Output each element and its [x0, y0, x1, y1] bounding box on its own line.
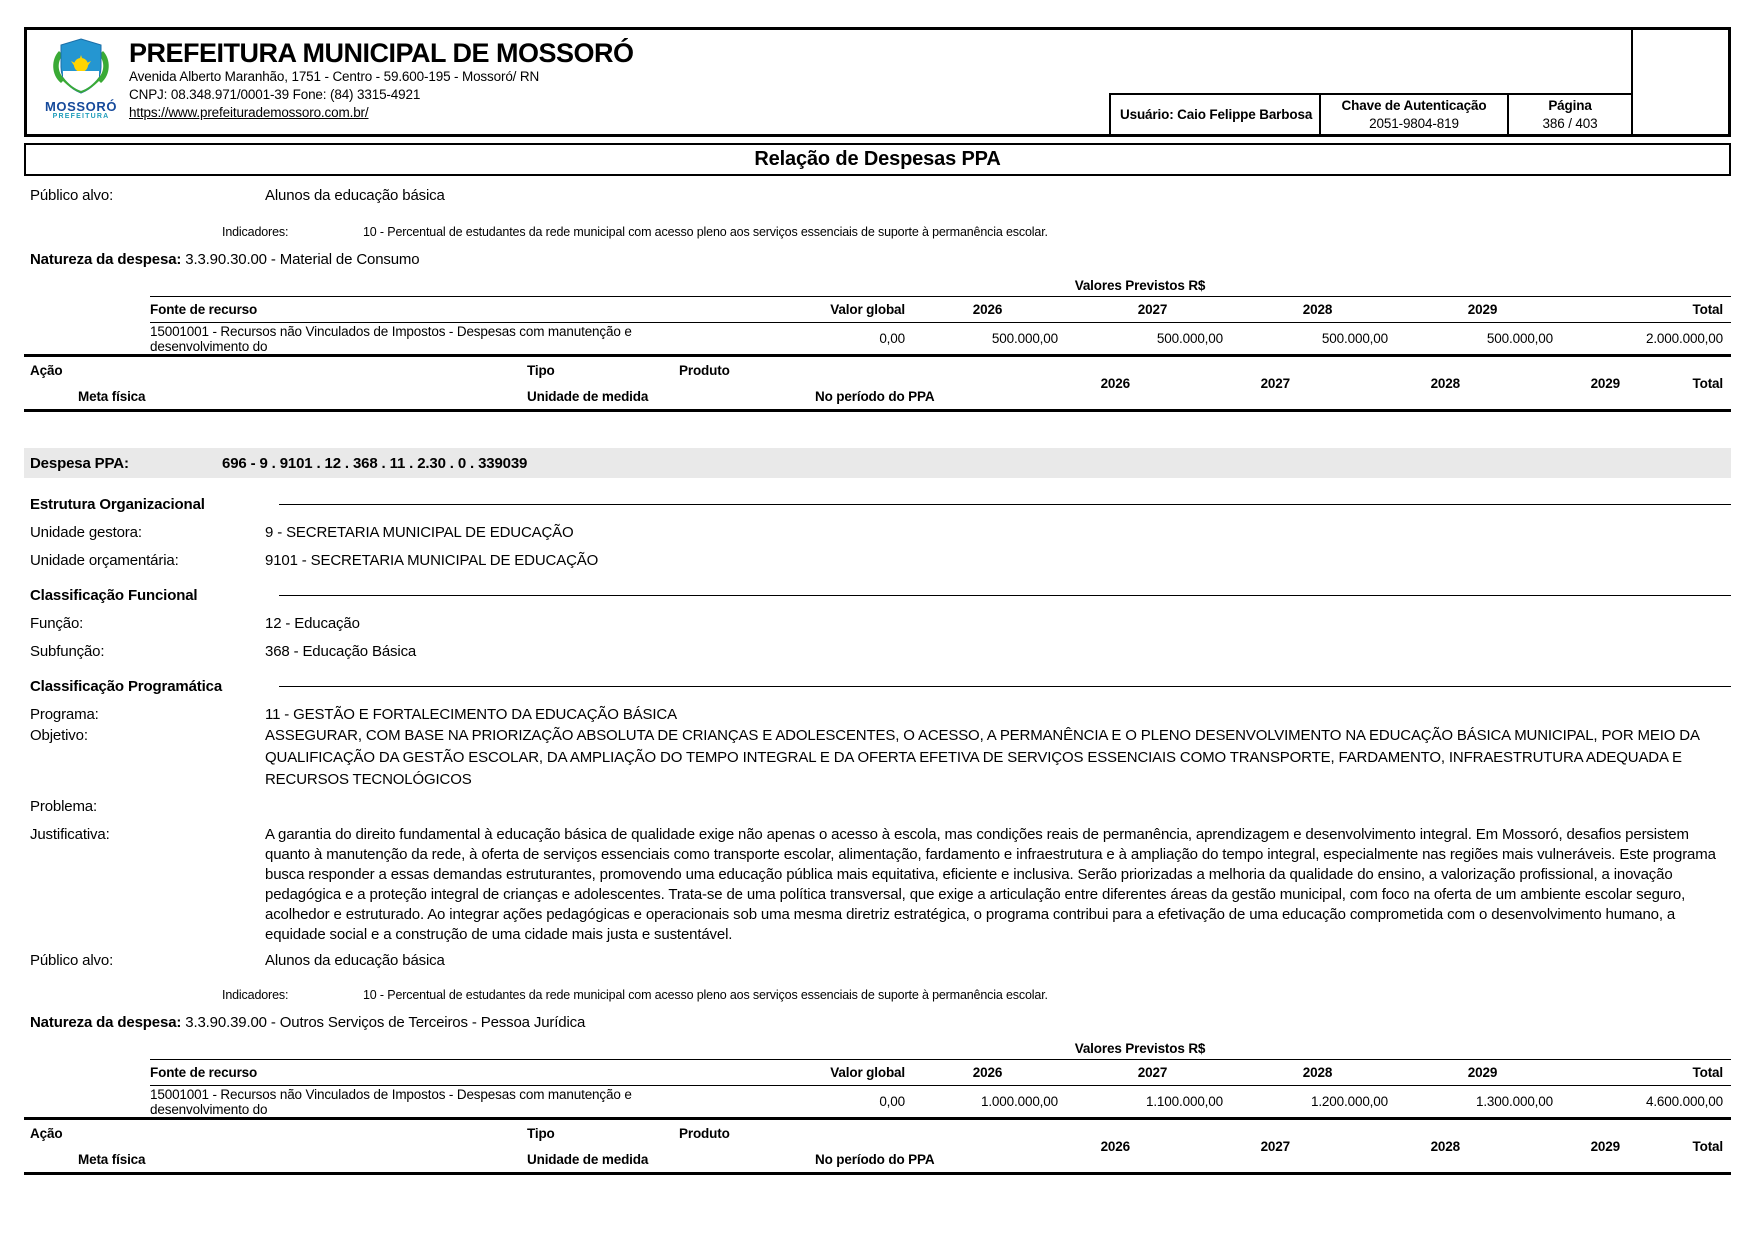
- col-total: Total: [1692, 1065, 1723, 1080]
- produto-label: Produto: [679, 362, 730, 378]
- acao-year-2028: 2028: [1430, 1138, 1460, 1154]
- mossoro-logo: [27, 30, 123, 134]
- no-periodo-label: No período do PPA: [815, 1151, 935, 1167]
- cell-valor-global: 0,00: [879, 1094, 905, 1109]
- acao-year-2026: 2026: [1100, 375, 1130, 391]
- publico-alvo-value: Alunos da educação básica: [265, 187, 445, 204]
- auth-key-label: Chave de Autenticação: [1341, 97, 1487, 113]
- objetivo-value: ASSEGURAR, COM BASE NA PRIORIZAÇÃO ABSOLUTA DE CRIANÇAS E ADOLESCENTES, O ACESSO, A PERMANÊNCIA E O PLENO DESENVOLVIMENTO NA EDUCAÇÃO BÁSICA MUNICIPAL, POR MEIO DA QUALIFICAÇÃO DA GESTÃO ESCOLAR, DA AMPLIAÇÃO DO TEMPO INTEGRAL E DA OFERTA EFETIVA DE SERVIÇOS ESSENCIAIS COMO TRANSPORTE, FARDAMENTO, INFRAESTRUTURA ADEQUADA E RECURSOS TECNOLÓGICOS: [265, 727, 1699, 788]
- fonte-table-header: [150, 296, 1731, 323]
- unidade-medida-label: Unidade de medida: [527, 1151, 649, 1167]
- despesa-ppa-bar: [24, 448, 1731, 478]
- col-fonte-recurso: Fonte de recurso: [150, 1065, 258, 1080]
- indicadores-label: Indicadores:: [222, 988, 289, 1002]
- cell-total: 4.600.000,00: [1645, 1094, 1723, 1109]
- natureza-label: Natureza da despesa:: [30, 251, 182, 268]
- tipo-label: Tipo: [527, 1125, 555, 1141]
- classificacao-programatica-heading: Classificação Programática: [24, 676, 1731, 697]
- justificativa-label: Justificativa:: [30, 826, 110, 843]
- unidade-gestora-value: 9 - SECRETARIA MUNICIPAL DE EDUCAÇÃO: [265, 524, 574, 541]
- natureza-row: [24, 250, 1731, 270]
- funcao-value: 12 - Educação: [265, 615, 360, 632]
- subfuncao-value: 368 - Educação Básica: [265, 643, 417, 660]
- valores-previstos-label: Valores Previstos R$: [1074, 278, 1206, 293]
- col-total: Total: [1692, 302, 1723, 317]
- page-cell: [1507, 93, 1631, 134]
- logo-subtitle: PREFEITURA: [52, 113, 110, 120]
- header-corner-box: [1633, 30, 1728, 134]
- acao-year-2029: 2029: [1590, 1138, 1620, 1154]
- col-year-2026: 2026: [972, 302, 1003, 317]
- cell-fonte: 15001001 - Recursos não Vinculados de Impostos - Despesas com manutenção e desenvolvimento do: [150, 1086, 632, 1117]
- acao-label: Ação: [30, 1125, 63, 1141]
- indicadores-row: [24, 987, 1731, 1003]
- natureza-label: Natureza da despesa:: [30, 1014, 182, 1031]
- funcao-row: [24, 614, 1731, 634]
- fonte-recurso-table: [150, 1059, 1731, 1117]
- col-fonte-recurso: Fonte de recurso: [150, 302, 258, 317]
- user-cell: [1109, 93, 1319, 134]
- coat-of-arms-icon: [49, 37, 113, 95]
- col-year-2026: 2026: [972, 1065, 1003, 1080]
- programa-value: 11 - GESTÃO E FORTALECIMENTO DA EDUCAÇÃO BÁSICA: [265, 706, 677, 723]
- col-year-2027: 2027: [1137, 1065, 1168, 1080]
- col-valor-global: Valor global: [830, 1065, 905, 1080]
- programa-label: Programa:: [30, 706, 99, 723]
- acao-header: [24, 1117, 1731, 1175]
- org-address: Avenida Alberto Maranhão, 1751 - Centro - 59.600-195 - Mossoró/ RN: [129, 69, 540, 84]
- valores-previstos-row: [24, 1041, 1731, 1059]
- acao-total-label: Total: [1692, 375, 1723, 391]
- indicadores-value: 10 - Percentual de estudantes da rede municipal com acesso pleno aos serviços essenciais de suporte à permanência escolar.: [363, 225, 1048, 239]
- auth-key-cell: [1319, 93, 1507, 134]
- produto-label: Produto: [679, 1125, 730, 1141]
- fonte-table-header: [150, 1059, 1731, 1086]
- report-title: Relação de Despesas PPA: [754, 148, 1001, 170]
- user-name: Usuário: Caio Felippe Barbosa: [1120, 107, 1313, 122]
- no-periodo-label: No período do PPA: [815, 388, 935, 404]
- indicadores-value: 10 - Percentual de estudantes da rede municipal com acesso pleno aos serviços essenciais de suporte à permanência escolar.: [363, 988, 1048, 1002]
- report-title-bar: [24, 143, 1731, 176]
- fonte-recurso-table: [150, 296, 1731, 354]
- meta-fisica-label: Meta física: [78, 388, 146, 404]
- meta-fisica-label: Meta física: [78, 1151, 146, 1167]
- valores-previstos-label: Valores Previstos R$: [1074, 1041, 1206, 1056]
- justificativa-value: A garantia do direito fundamental à educação básica de qualidade exige não apenas o acesso à escola, mas condições reais de permanência, aprendizagem e desenvolvimento integral. Em Mossoró, desafios persistem quanto à manutenção da rede, à oferta de serviços essenciais como transporte escolar, alimentação, fardamento e infraestrutura e à ampliação do tempo integral, especialmente nas regiões mais vulneráveis. Este programa busca responder a essas demandas estruturantes, promovendo uma educação pública mais equitativa, eficiente e inclusiva. Serão priorizadas a melhoria da qualidade do ensino, a valorização profissional, a inovação pedagógica e a proteção integral de crianças e adolescentes. Trata-se de uma política transversal, que exige a articulação entre diferentes áreas da gestão municipal, com foco na oferta de um ambiente escolar seguro, acolhedor e estruturado. Ao integrar ações pedagógicas e operacionais sob uma mesma diretriz estratégica, o programa contribui para a efetivação de uma educação comprometida com o desenvolvimento humano, a equidade social e a construção de uma cidade mais justa e sustentável.: [265, 826, 1716, 943]
- problema-label: Problema:: [30, 798, 98, 815]
- indicadores-row: [24, 224, 1731, 240]
- org-cnpj-phone: CNPJ: 08.348.971/0001-39 Fone: (84) 3315-4921: [129, 87, 421, 102]
- logo-city-name: MOSSORÓ: [44, 99, 118, 114]
- cell-valor-global: 0,00: [879, 331, 905, 346]
- fonte-table-row: [150, 323, 1731, 354]
- page-number: 386 / 403: [1542, 115, 1598, 131]
- indicadores-label: Indicadores:: [222, 225, 289, 239]
- col-valor-global: Valor global: [830, 302, 905, 317]
- estrutura-organizacional-heading: Estrutura Organizacional: [24, 494, 1731, 515]
- unidade-gestora-label: Unidade gestora:: [30, 524, 142, 541]
- natureza-value: 3.3.90.30.00 - Material de Consumo: [185, 251, 420, 268]
- cell-2029: 500.000,00: [1486, 331, 1553, 346]
- document-header: [24, 27, 1731, 137]
- unidade-orcamentaria-value: 9101 - SECRETARIA MUNICIPAL DE EDUCAÇÃO: [265, 552, 599, 569]
- col-year-2029: 2029: [1467, 302, 1498, 317]
- natureza-row: [24, 1013, 1731, 1033]
- cell-2026: 500.000,00: [991, 331, 1058, 346]
- objetivo-label: Objetivo:: [30, 727, 88, 744]
- subfuncao-row: [24, 642, 1731, 662]
- page-label: Página: [1548, 97, 1592, 113]
- heading-rule: [279, 595, 1731, 596]
- cell-2027: 1.100.000,00: [1145, 1094, 1223, 1109]
- tipo-label: Tipo: [527, 362, 555, 378]
- cell-2029: 1.300.000,00: [1475, 1094, 1553, 1109]
- org-name: PREFEITURA MUNICIPAL DE MOSSORÓ: [129, 38, 634, 68]
- cell-fonte: 15001001 - Recursos não Vinculados de Impostos - Despesas com manutenção e desenvolvimento do: [150, 323, 632, 354]
- cell-2028: 500.000,00: [1321, 331, 1388, 346]
- heading-rule: [279, 504, 1731, 505]
- acao-year-2027: 2027: [1260, 375, 1290, 391]
- cell-total: 2.000.000,00: [1645, 331, 1723, 346]
- unidade-orcamentaria-row: [24, 551, 1731, 571]
- funcao-label: Função:: [30, 615, 84, 632]
- acao-total-label: Total: [1692, 1138, 1723, 1154]
- auth-key-value: 2051-9804-819: [1369, 115, 1459, 131]
- acao-year-2027: 2027: [1260, 1138, 1290, 1154]
- justificativa-row: [24, 825, 1731, 945]
- problema-value: [265, 797, 1731, 817]
- col-year-2028: 2028: [1302, 302, 1333, 317]
- heading-rule: [279, 686, 1731, 687]
- acao-label: Ação: [30, 362, 63, 378]
- acao-year-2026: 2026: [1100, 1138, 1130, 1154]
- unidade-orcamentaria-label: Unidade orçamentária:: [30, 552, 179, 569]
- valores-previstos-row: [24, 278, 1731, 296]
- acao-header: [24, 354, 1731, 412]
- col-year-2029: 2029: [1467, 1065, 1498, 1080]
- objetivo-row: [24, 725, 1731, 791]
- cell-2026: 1.000.000,00: [980, 1094, 1058, 1109]
- subfuncao-label: Subfunção:: [30, 643, 105, 660]
- col-year-2027: 2027: [1137, 302, 1168, 317]
- unidade-medida-label: Unidade de medida: [527, 388, 649, 404]
- classificacao-funcional-heading: Classificação Funcional: [24, 585, 1731, 606]
- header-main-box: [27, 30, 1633, 134]
- publico-alvo-row: [24, 186, 1731, 206]
- publico-alvo-label: Público alvo:: [30, 187, 114, 204]
- acao-year-2029: 2029: [1590, 375, 1620, 391]
- publico-alvo-row: [24, 951, 1731, 971]
- col-year-2028: 2028: [1302, 1065, 1333, 1080]
- natureza-value: 3.3.90.39.00 - Outros Serviços de Terceiros - Pessoa Jurídica: [185, 1014, 586, 1031]
- publico-alvo-value: Alunos da educação básica: [265, 952, 445, 969]
- fonte-table-row: [150, 1086, 1731, 1117]
- cell-2027: 500.000,00: [1156, 331, 1223, 346]
- cell-2028: 1.200.000,00: [1310, 1094, 1388, 1109]
- publico-alvo-label: Público alvo:: [30, 952, 114, 969]
- programa-row: [24, 705, 1731, 725]
- org-website-link[interactable]: https://www.prefeiturademossoro.com.br/: [129, 105, 369, 120]
- despesa-ppa-code: 696 - 9 . 9101 . 12 . 368 . 11 . 2.30 . 0 . 339039: [222, 454, 528, 472]
- acao-year-2028: 2028: [1430, 375, 1460, 391]
- problema-row: [24, 797, 1731, 817]
- unidade-gestora-row: [24, 523, 1731, 543]
- despesa-ppa-label: Despesa PPA:: [30, 454, 129, 472]
